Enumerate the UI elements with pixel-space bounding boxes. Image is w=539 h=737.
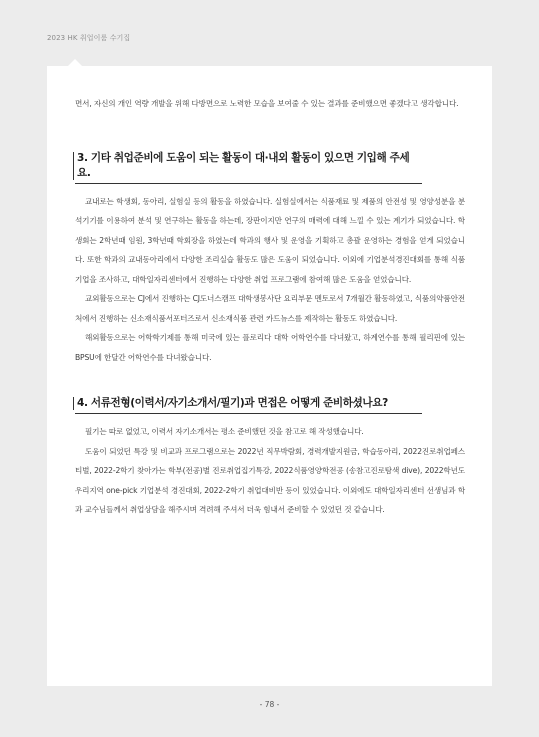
section-3-heading-text: 3. 기타 취업준비에 도움이 되는 활동이 대·내외 활동이 있으면 기입해 주세요. <box>77 151 410 179</box>
heading-accent-bar <box>73 152 74 180</box>
page-number: - 78 - <box>259 700 280 709</box>
section-3-heading <box>75 150 422 184</box>
page-content <box>75 94 465 520</box>
running-header: 2023 HK 취업이룸 수기집 <box>47 34 131 42</box>
heading-accent-bar <box>73 397 74 410</box>
page-sheet <box>47 66 492 686</box>
section-4-paragraph-1: 필기는 따로 없었고, 이력서 자기소개서는 평소 준비했던 것을 참고로 해 작성했습니다. <box>85 427 364 436</box>
header-notch <box>67 59 83 67</box>
section-4-paragraph-2: 도움이 되었던 특강 및 비교과 프로그램으로는 2022년 직무박람회, 경력개발지원금, 학습동아리, 2022진로취업페스티벌, 2022-2학기 찾아가는 학부(전공)별 진로취업집기특강, 2022식품영양학전공 (송참고진로탐색 dive), 2022학년도 우리지역 one-pick 기업분석 경진대회, 2022-2학기 취업대비반 등이 있었습니다. 이외에도 대학일자리센터 선생님과 학과 교수님들께서 취업상담을 해주시며 격려해 주셔서 더욱 힘내서 준비할 수 있었던 것 같습니다. <box>75 446 465 514</box>
section-3-paragraph-3: 해외활동으로는 어학학기제를 통해 미국에 있는 플로리다 대학 어학연수를 다녀왔고, 하계연수를 통해 필리핀에 있는 BPSU에 한달간 어학연수를 다녀왔습니다. <box>75 333 465 362</box>
intro-paragraph: 면서, 자신의 개인 역량 개발을 위해 다방면으로 노력한 모습을 보여줄 수 있는 결과를 준비했으면 좋겠다고 생각합니다. <box>75 99 459 108</box>
section-3-paragraph-1: 교내로는 학생회, 동아리, 실험실 등의 활동을 하였습니다. 실험실에서는 식품재료 및 제품의 안전성 및 영양성분을 분석기기를 이용하여 분석 및 연구하는 활동을 하는데, 장판이지만 연구의 매력에 대해 느낄 수 있는 계기가 되었습니다. 학생회는 2학년때 임원, 3학년때 학회장을 하였는데 학과의 행사 및 운영을 기획하고 총괄 운영하는 경험을 얻게 되었습니다. 또한 학과의 교내동아리에서 다양한 조리실습 활동도 많은 도움이 되었습니다. 이외에 기업분석경진대회를 통해 식품기업을 조사하고, 대학일자리센터에서 진행하는 다양한 취업 프로그램에 참여해 많은 도움을 얻었습니다. <box>75 196 465 284</box>
section-4-heading-text: 4. 서류전형(이력서/자기소개서/필기)과 면접은 어떻게 준비하셨나요? <box>77 397 388 409</box>
section-4-heading <box>75 395 422 414</box>
section-3-paragraph-2: 교외활동으로는 CJ에서 진행하는 CJ도너스캠프 대학생봉사단 요리부문 멘토로서 7개월간 활동하였고, 식품의약품안전처에서 진행하는 신소재식품서포터즈로서 신소재식품 관련 카드뉴스를 제작하는 활동도 하였습니다. <box>75 294 465 323</box>
